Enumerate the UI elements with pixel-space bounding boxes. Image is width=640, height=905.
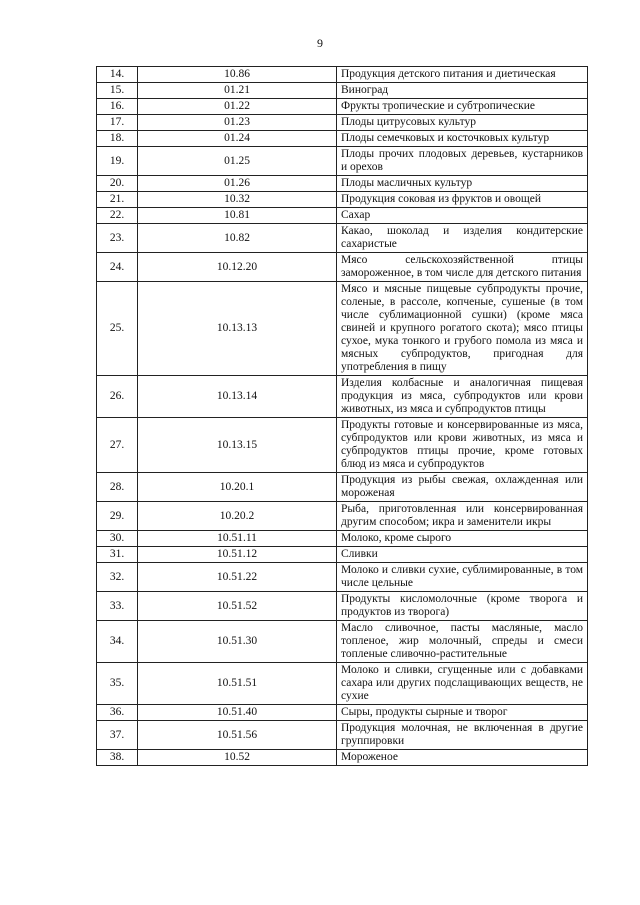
code-cell: 01.25 — [138, 147, 337, 176]
table-row — [97, 418, 588, 473]
row-number-cell: 19. — [97, 147, 138, 176]
row-number-cell: 37. — [97, 721, 138, 750]
table-row — [97, 115, 588, 131]
product-name-cell: Мясо сельскохозяйственной птицы замороженное, в том числе для детского питания — [337, 253, 588, 282]
table-row — [97, 83, 588, 99]
code-cell: 10.51.30 — [138, 621, 337, 663]
code-cell: 10.13.15 — [138, 418, 337, 473]
table-row — [97, 208, 588, 224]
product-name-cell: Плоды семечковых и косточковых культур — [337, 131, 588, 147]
code-cell: 10.13.14 — [138, 376, 337, 418]
table-row — [97, 563, 588, 592]
product-name-cell: Мясо и мясные пищевые субпродукты прочие, соленые, в рассоле, копченые, сушеные (в том числе сублимационной сушки) (кроме мяса свиней и крупного рогатого скота); мясо птицы сухое, мука тонкого и грубого помола из мяса и мясных субпродуктов, пригодная для употребления в пищу — [337, 282, 588, 376]
row-number-cell: 30. — [97, 531, 138, 547]
table-row — [97, 750, 588, 766]
code-cell: 10.86 — [138, 67, 337, 83]
code-cell: 10.51.51 — [138, 663, 337, 705]
code-cell: 10.52 — [138, 750, 337, 766]
code-cell: 10.12.20 — [138, 253, 337, 282]
product-name-cell: Молоко, кроме сырого — [337, 531, 588, 547]
code-cell: 10.51.52 — [138, 592, 337, 621]
table-row — [97, 502, 588, 531]
row-number-cell: 32. — [97, 563, 138, 592]
product-table — [96, 66, 588, 766]
code-cell: 01.22 — [138, 99, 337, 115]
row-number-cell: 38. — [97, 750, 138, 766]
row-number-cell: 35. — [97, 663, 138, 705]
product-name-cell: Продукция из рыбы свежая, охлажденная или мороженая — [337, 473, 588, 502]
product-name-cell: Продукция молочная, не включенная в другие группировки — [337, 721, 588, 750]
table-row — [97, 705, 588, 721]
product-name-cell: Мороженое — [337, 750, 588, 766]
table-row — [97, 67, 588, 83]
table-row — [97, 663, 588, 705]
table-row — [97, 147, 588, 176]
row-number-cell: 28. — [97, 473, 138, 502]
table-row — [97, 473, 588, 502]
row-number-cell: 15. — [97, 83, 138, 99]
code-cell: 01.23 — [138, 115, 337, 131]
table-body — [97, 67, 588, 766]
table-row — [97, 224, 588, 253]
table-row — [97, 282, 588, 376]
code-cell: 10.13.13 — [138, 282, 337, 376]
product-name-cell: Молоко и сливки сухие, сублимированные, в том числе цельные — [337, 563, 588, 592]
code-cell: 01.26 — [138, 176, 337, 192]
row-number-cell: 16. — [97, 99, 138, 115]
product-name-cell: Плоды масличных культур — [337, 176, 588, 192]
product-name-cell: Продукты готовые и консервированные из мяса, субпродуктов или крови животных, из мяса и субпродуктов птицы прочие, кроме готовых блюд из мяса и субпродуктов — [337, 418, 588, 473]
row-number-cell: 18. — [97, 131, 138, 147]
product-name-cell: Молоко и сливки, сгущенные или с добавками сахара или других подслащивающих веществ, не сухие — [337, 663, 588, 705]
row-number-cell: 23. — [97, 224, 138, 253]
product-name-cell: Продукция соковая из фруктов и овощей — [337, 192, 588, 208]
row-number-cell: 17. — [97, 115, 138, 131]
product-name-cell: Плоды прочих плодовых деревьев, кустарников и орехов — [337, 147, 588, 176]
table-row — [97, 621, 588, 663]
product-name-cell: Виноград — [337, 83, 588, 99]
row-number-cell: 26. — [97, 376, 138, 418]
page-number: 9 — [317, 36, 323, 50]
product-name-cell: Рыба, приготовленная или консервированная другим способом; икра и заменители икры — [337, 502, 588, 531]
product-name-cell: Продукты кисломолочные (кроме творога и продуктов из творога) — [337, 592, 588, 621]
table-row — [97, 531, 588, 547]
code-cell: 10.81 — [138, 208, 337, 224]
code-cell: 01.24 — [138, 131, 337, 147]
row-number-cell: 25. — [97, 282, 138, 376]
row-number-cell: 27. — [97, 418, 138, 473]
row-number-cell: 36. — [97, 705, 138, 721]
row-number-cell: 21. — [97, 192, 138, 208]
table-row — [97, 592, 588, 621]
row-number-cell: 24. — [97, 253, 138, 282]
row-number-cell: 29. — [97, 502, 138, 531]
table-row — [97, 376, 588, 418]
code-cell: 10.51.56 — [138, 721, 337, 750]
product-name-cell: Масло сливочное, пасты масляные, масло топленое, жир молочный, спреды и смеси топленые сливочно-растительные — [337, 621, 588, 663]
product-name-cell: Сыры, продукты сырные и творог — [337, 705, 588, 721]
code-cell: 10.20.1 — [138, 473, 337, 502]
product-name-cell: Продукция детского питания и диетическая — [337, 67, 588, 83]
code-cell: 10.32 — [138, 192, 337, 208]
table-row — [97, 99, 588, 115]
code-cell: 10.51.11 — [138, 531, 337, 547]
product-name-cell: Фрукты тропические и субтропические — [337, 99, 588, 115]
code-cell: 10.51.40 — [138, 705, 337, 721]
table-row — [97, 547, 588, 563]
table-row — [97, 131, 588, 147]
product-name-cell: Какао, шоколад и изделия кондитерские сахаристые — [337, 224, 588, 253]
table-row — [97, 176, 588, 192]
row-number-cell: 34. — [97, 621, 138, 663]
product-name-cell: Плоды цитрусовых культур — [337, 115, 588, 131]
row-number-cell: 31. — [97, 547, 138, 563]
code-cell: 10.51.22 — [138, 563, 337, 592]
product-name-cell: Сахар — [337, 208, 588, 224]
product-name-cell: Сливки — [337, 547, 588, 563]
table-row — [97, 192, 588, 208]
table-row — [97, 253, 588, 282]
code-cell: 10.20.2 — [138, 502, 337, 531]
row-number-cell: 14. — [97, 67, 138, 83]
code-cell: 01.21 — [138, 83, 337, 99]
code-cell: 10.51.12 — [138, 547, 337, 563]
code-cell: 10.82 — [138, 224, 337, 253]
row-number-cell: 33. — [97, 592, 138, 621]
row-number-cell: 20. — [97, 176, 138, 192]
table-row — [97, 721, 588, 750]
product-name-cell: Изделия колбасные и аналогичная пищевая продукция из мяса, субпродуктов или крови животных, из мяса и субпродуктов птицы — [337, 376, 588, 418]
row-number-cell: 22. — [97, 208, 138, 224]
